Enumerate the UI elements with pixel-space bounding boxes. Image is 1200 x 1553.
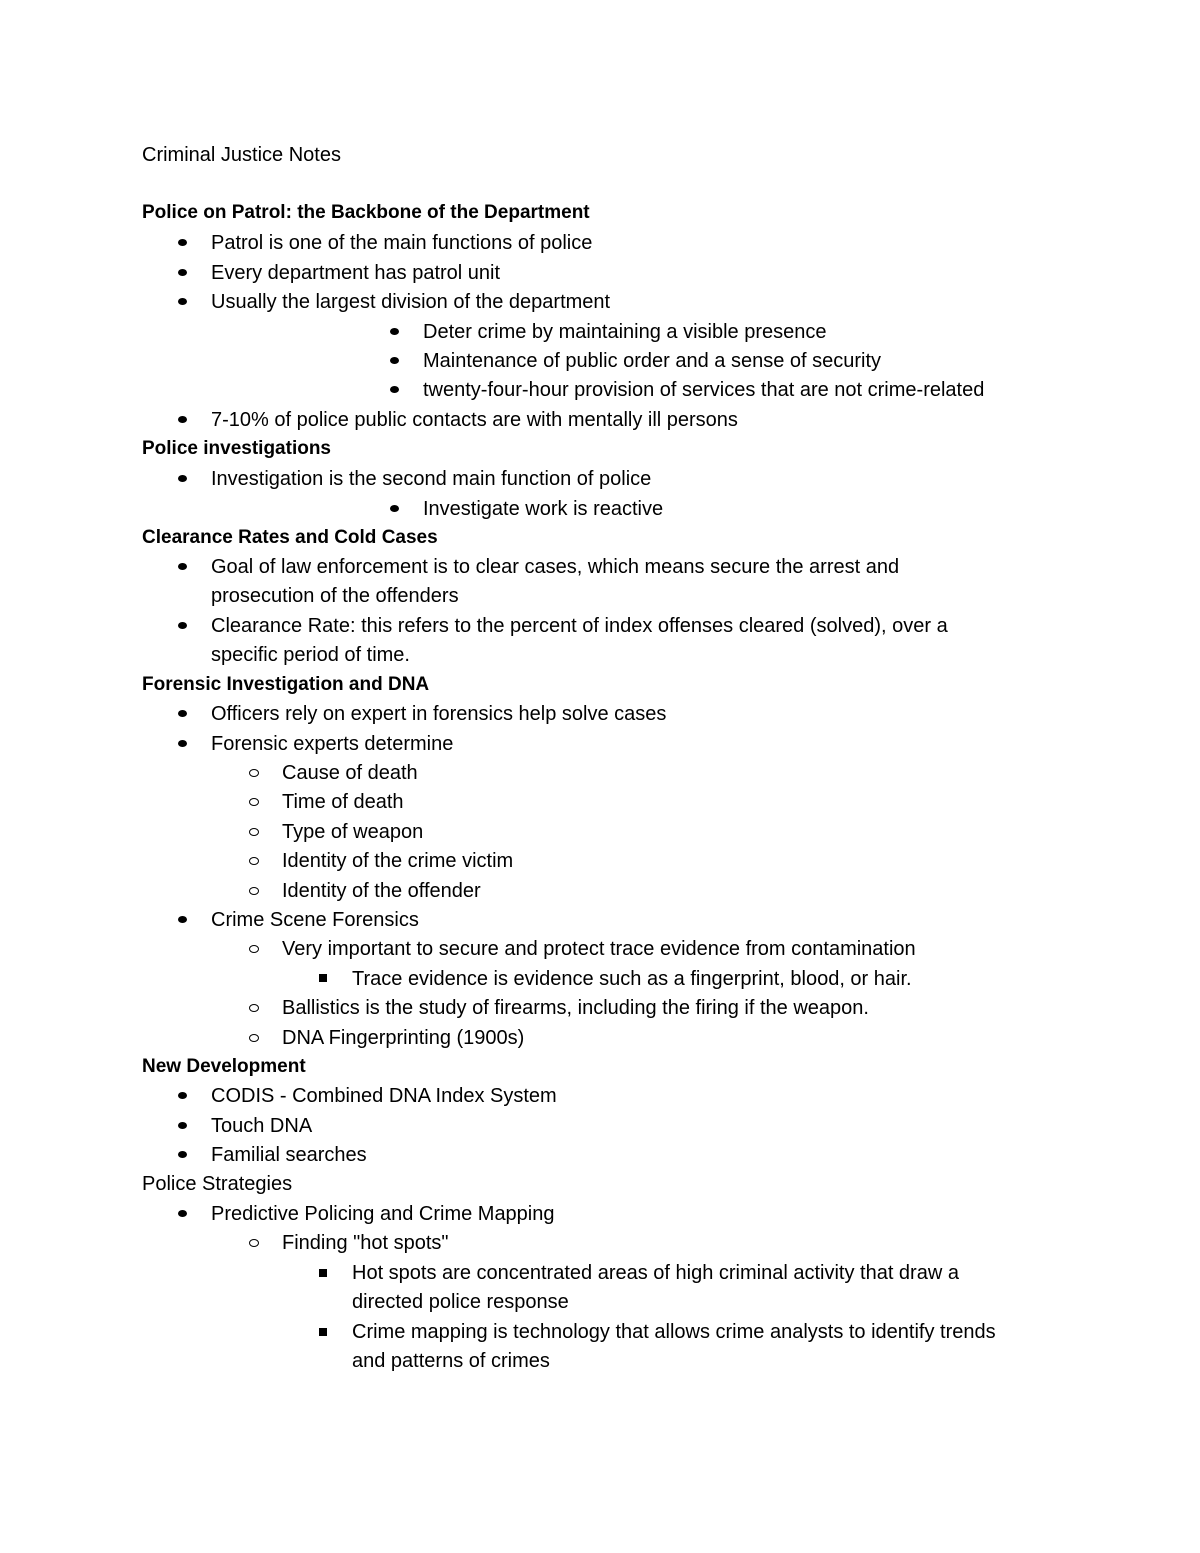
bullet-icon (178, 269, 187, 276)
list-item-continuation: and patterns of crimes (352, 1350, 550, 1372)
bullet-icon (178, 239, 187, 246)
list-item: Identity of the offender (282, 880, 481, 902)
list-item: Hot spots are concentrated areas of high criminal activity that draw a (352, 1262, 959, 1284)
list-item-continuation: specific period of time. (211, 644, 410, 666)
list-item: 7-10% of police public contacts are with mentally ill persons (211, 409, 738, 431)
bullet-icon (390, 328, 399, 335)
list-item: Touch DNA (211, 1115, 313, 1137)
list-item: Time of death (282, 791, 404, 813)
bullet-icon (178, 622, 187, 629)
bullet-icon (178, 1151, 187, 1158)
list-item: DNA Fingerprinting (1900s) (282, 1027, 525, 1049)
list-item: Forensic experts determine (211, 733, 454, 755)
list-item: Every department has patrol unit (211, 262, 501, 284)
square-bullet-icon (319, 974, 327, 982)
list-item: Familial searches (211, 1144, 367, 1166)
list-item: Investigation is the second main function of police (211, 468, 652, 490)
bullet-icon (178, 710, 187, 717)
bullet-icon (178, 298, 187, 305)
bullet-icon (178, 563, 187, 570)
list-item: Ballistics is the study of firearms, including the firing if the weapon. (282, 997, 869, 1019)
bullet-icon (390, 505, 399, 512)
bullet-icon (178, 1092, 187, 1099)
list-item: Cause of death (282, 762, 418, 784)
circle-bullet-icon (249, 769, 259, 777)
bullet-icon (178, 916, 187, 923)
circle-bullet-icon (249, 1034, 259, 1042)
list-item: Crime Scene Forensics (211, 909, 419, 931)
document-title: Criminal Justice Notes (142, 144, 341, 166)
circle-bullet-icon (249, 887, 259, 895)
circle-bullet-icon (249, 828, 259, 836)
list-item: Patrol is one of the main functions of police (211, 232, 593, 254)
circle-bullet-icon (249, 857, 259, 865)
list-item-continuation: prosecution of the offenders (211, 585, 459, 607)
bullet-icon (178, 740, 187, 747)
bullet-icon (178, 1210, 187, 1217)
section-heading-new-development: New Development (142, 1056, 306, 1077)
bullet-icon (390, 357, 399, 364)
list-item: Type of weapon (282, 821, 424, 843)
section-heading-forensic-investigation: Forensic Investigation and DNA (142, 674, 430, 695)
list-item: twenty-four-hour provision of services that are not crime-related (423, 379, 985, 401)
list-item: Crime mapping is technology that allows crime analysts to identify trends (352, 1321, 996, 1343)
list-item: Maintenance of public order and a sense of security (423, 350, 882, 372)
list-item: CODIS - Combined DNA Index System (211, 1085, 557, 1107)
list-item: Trace evidence is evidence such as a fingerprint, blood, or hair. (352, 968, 912, 990)
list-item: Deter crime by maintaining a visible presence (423, 321, 827, 343)
square-bullet-icon (319, 1328, 327, 1336)
list-item: Usually the largest division of the department (211, 291, 611, 313)
list-item: Predictive Policing and Crime Mapping (211, 1203, 555, 1225)
list-item: Finding "hot spots" (282, 1232, 449, 1254)
square-bullet-icon (319, 1269, 327, 1277)
list-item: Very important to secure and protect trace evidence from contamination (282, 938, 916, 960)
list-item: Identity of the crime victim (282, 850, 514, 872)
bullet-icon (390, 386, 399, 393)
section-heading-clearance-rates: Clearance Rates and Cold Cases (142, 527, 438, 548)
bullet-icon (178, 416, 187, 423)
list-item: Investigate work is reactive (423, 498, 664, 520)
section-heading-police-strategies: Police Strategies (142, 1173, 293, 1195)
bullet-icon (178, 1122, 187, 1129)
circle-bullet-icon (249, 1239, 259, 1247)
section-heading-police-investigations: Police investigations (142, 438, 331, 459)
list-item: Goal of law enforcement is to clear cases, which means secure the arrest and (211, 556, 900, 578)
list-item: Clearance Rate: this refers to the percent of index offenses cleared (solved), over a (211, 615, 948, 637)
bullet-icon (178, 475, 187, 482)
circle-bullet-icon (249, 798, 259, 806)
section-heading-police-on-patrol: Police on Patrol: the Backbone of the Department (142, 202, 590, 223)
circle-bullet-icon (249, 945, 259, 953)
list-item-continuation: directed police response (352, 1291, 569, 1313)
list-item: Officers rely on expert in forensics help solve cases (211, 703, 667, 725)
circle-bullet-icon (249, 1004, 259, 1012)
